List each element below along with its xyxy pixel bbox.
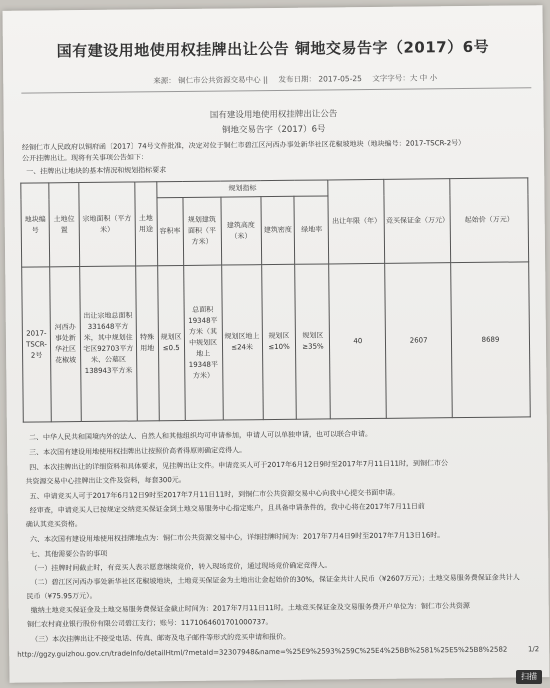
para-5a: 五、申请竞买人可于2017年6月12日9时至2017年7月11日11时，到铜仁市公共资源交易中心向我中心提交书面申请。: [29, 488, 400, 501]
th-far: 容积率: [157, 197, 184, 265]
th-building-area: 规划建筑面积（平方米）: [183, 197, 222, 265]
para-3: 三、本次国有建设用地使用权挂牌出让按照价高者得原则确定竞得人。: [29, 446, 247, 457]
parcel-table: [20, 177, 530, 422]
th-area: 宗地面积（平方米）: [79, 182, 136, 267]
cell-height: 规划区地上≤24米: [221, 265, 263, 420]
page-title: 国有建设用地使用权挂牌出让公告 铜地交易告字（2017）6号: [56, 37, 490, 61]
para-4a: 四、本次挂牌出让的详细资料和具体要求，见挂牌出让文件。申请竞买人可于2017年6月12日9时至2017年7月11日11时，到铜仁市公: [29, 459, 449, 472]
para-6: 六、本次国有建设用地使用权挂牌地点为：铜仁市公共资源交易中心，详细挂牌时间为：2017年7月4日9时至2017年7月13日16时。: [29, 531, 445, 544]
cell-area: 出让宗地总面积331648平方米，其中规划住宅区92703平方米、公墓区138943平方米: [80, 266, 138, 422]
th-location: 土地位置: [49, 183, 80, 267]
th-parcel-no: 地块编号: [21, 183, 50, 267]
th-use: 土地用途: [135, 182, 158, 266]
th-density: 建筑密度: [260, 196, 295, 264]
para-7-1: （一）挂牌时间截止时，有竞买人表示愿意继续竞价，转入现场竞价，通过现场竞价确定竞得人。: [30, 561, 332, 573]
meta-date: 发布日期： 2017-05-25: [278, 74, 362, 84]
page-number: 1/2: [527, 645, 540, 654]
cell-green: 规划区≥35%: [295, 264, 331, 419]
para-7-2b: 民币（¥75.95万元）。: [26, 591, 97, 601]
scanner-logo: [516, 670, 542, 684]
doc-subheading: 铜地交易告字（2017）6号: [221, 124, 326, 136]
intro-line-1: 经铜仁市人民政府以铜府函〔2017〕74号文件批准，决定对位于铜仁市碧江区河西办事处新华社区花椒坡地块（地块编号：2017-TSCR-2号）: [21, 139, 466, 152]
document-page: [2, 5, 549, 683]
cell-building-area: 总面积19348平方米（其中规划区地上19348平方米）: [183, 265, 223, 420]
para-5c: 确认其竞买资格。: [25, 520, 82, 529]
cell-deposit: 2607: [385, 263, 452, 419]
cell-use: 特殊用地: [135, 266, 159, 421]
footer-url[interactable]: http://ggzy.guizhou.gov.cn/tradeInfo/detailHtml/?metaId=32307948&name=%25E9%2593%259C%25E4%25BB%2581%25E5%25B8%2582: [17, 645, 508, 659]
para-4b: 共资源交易中心挂牌出让文件及资料，每套300元。: [25, 475, 186, 486]
para-7-4: （三）本次挂牌出让不接受电话、传真、邮寄及电子邮件等形式的竞买申请和报价。: [31, 632, 291, 644]
th-green: 绿地率: [294, 196, 329, 264]
para-2: 二、中华人民共和国境内外的法人、自然人和其他组织均可申请参加，申请人可以单独申请，也可以联合申请。: [28, 430, 372, 442]
meta-font-size[interactable]: 文字字号：大 中 小: [372, 73, 438, 83]
para-7: 七、其他需要公告的事项: [30, 549, 108, 559]
meta-source: 来源： 铜仁市公共资源交易中心 ||: [153, 75, 269, 86]
cell-term: 40: [329, 263, 386, 419]
th-height: 建筑高度（米）: [221, 197, 262, 265]
para-7-2a: （二）碧江区河西办事处新华社区花椒坡地块，土地竞买保证金为土地出让金起始价的30%，保证金共计人民币（¥2607万元）；土地交易服务费保证金共计人: [30, 573, 520, 587]
scanner-logo-text: 扫描: [521, 672, 537, 681]
para-7-3b: 铜仁农村商业银行股份有限公司碧江支行；账号：1171064601701000737。: [26, 618, 273, 629]
cell-start-price: 8689: [451, 262, 531, 418]
th-deposit: 竞买保证金（万元）: [384, 179, 451, 264]
para-7-3a: 缴纳土地竞买保证金及土地交易服务费保证金截止时间为：2017年7月11日11时。土地竞买保证金及交易服务费开户单位为：铜仁市公共资源: [30, 601, 470, 615]
doc-heading: 国有建设用地使用权挂牌出让公告: [209, 109, 338, 121]
th-term: 出让年限（年）: [328, 179, 385, 264]
th-planning: 规划指标: [156, 180, 328, 198]
cell-density: 规划区≤10%: [261, 264, 297, 419]
section-1-title: 一、挂牌出让地块的基本情况和规划指标要求: [26, 166, 167, 176]
th-start-price: 起始价（万元）: [450, 178, 529, 263]
cell-location: 河西办事处新华社区花椒坡: [50, 267, 82, 422]
meta-line: [153, 72, 445, 86]
intro-line-2: 公开挂牌出让。现将有关事项公告如下：: [22, 153, 149, 163]
cell-parcel-no: 2017-TSCR-2号: [22, 267, 52, 422]
divider: [21, 87, 531, 93]
cell-far: 规划区≤0.5: [157, 265, 185, 420]
para-5b: 经审查，申请竞买人已按规定交纳竞买保证金到土地交易服务中心指定账户，且具备申请条件的，我中心将在2017年7月11日前: [29, 502, 425, 515]
